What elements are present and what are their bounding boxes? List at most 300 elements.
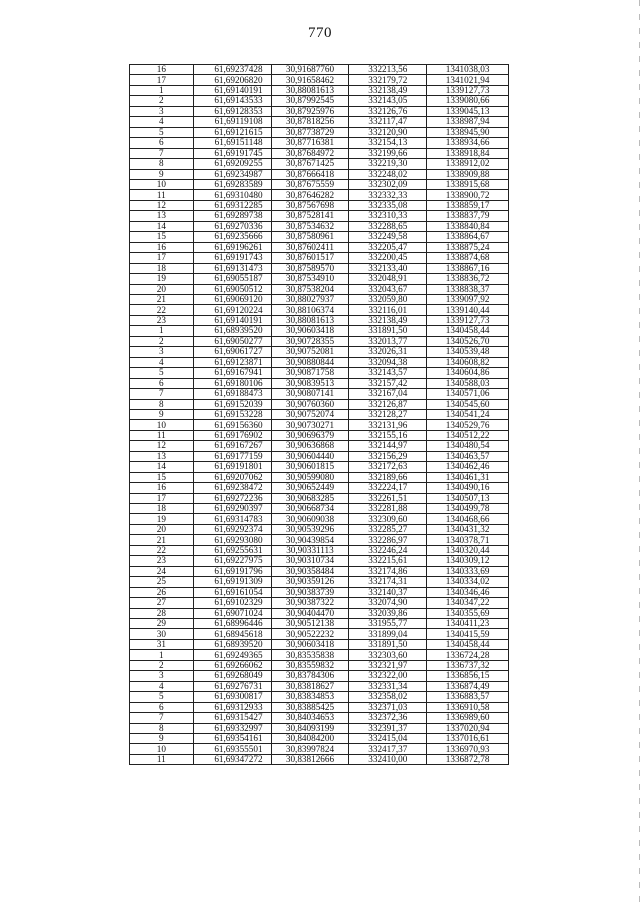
y-coordinate-cell: 1340588,03 xyxy=(427,378,509,388)
longitude-cell: 30,83784306 xyxy=(271,671,349,681)
latitude-cell: 61,69312933 xyxy=(193,702,271,712)
longitude-cell: 30,87666418 xyxy=(271,169,349,179)
point-number-cell: 19 xyxy=(130,514,194,524)
y-coordinate-cell: 1339097,92 xyxy=(427,294,509,304)
y-coordinate-cell: 1339127,73 xyxy=(427,85,509,95)
longitude-cell: 30,90871758 xyxy=(271,368,349,378)
y-coordinate-cell: 1338838,37 xyxy=(427,284,509,294)
y-coordinate-cell: 1336737,32 xyxy=(427,660,509,670)
latitude-cell: 61,69196261 xyxy=(193,242,271,252)
x-coordinate-cell: 332371,03 xyxy=(349,702,427,712)
latitude-cell: 61,69276731 xyxy=(193,681,271,691)
y-coordinate-cell: 1338918,84 xyxy=(427,148,509,158)
point-number-cell: 13 xyxy=(130,211,194,221)
y-coordinate-cell: 1338900,72 xyxy=(427,190,509,200)
y-coordinate-cell: 1340604,86 xyxy=(427,368,509,378)
y-coordinate-cell: 1337020,94 xyxy=(427,723,509,733)
y-coordinate-cell: 1336724,28 xyxy=(427,650,509,660)
longitude-cell: 30,87534632 xyxy=(271,221,349,231)
table-row xyxy=(130,159,509,169)
y-coordinate-cell: 1340415,59 xyxy=(427,629,509,639)
y-coordinate-cell: 1340512,22 xyxy=(427,430,509,440)
longitude-cell: 30,90512138 xyxy=(271,619,349,629)
y-coordinate-cell: 1336874,49 xyxy=(427,681,509,691)
point-number-cell: 20 xyxy=(130,284,194,294)
x-coordinate-cell: 332332,33 xyxy=(349,190,427,200)
x-coordinate-cell: 332199,66 xyxy=(349,148,427,158)
x-coordinate-cell: 331955,77 xyxy=(349,619,427,629)
x-coordinate-cell: 332261,51 xyxy=(349,493,427,503)
longitude-cell: 30,90601815 xyxy=(271,462,349,472)
latitude-cell: 61,69140191 xyxy=(193,85,271,95)
table-row xyxy=(130,754,509,764)
longitude-cell: 30,90603418 xyxy=(271,326,349,336)
latitude-cell: 61,69270336 xyxy=(193,221,271,231)
table-row xyxy=(130,598,509,608)
latitude-cell: 61,69310480 xyxy=(193,190,271,200)
longitude-cell: 30,90652449 xyxy=(271,483,349,493)
latitude-cell: 61,69227975 xyxy=(193,556,271,566)
point-number-cell: 8 xyxy=(130,159,194,169)
longitude-cell: 30,90760360 xyxy=(271,399,349,409)
y-coordinate-cell: 1340499,78 xyxy=(427,504,509,514)
table-row xyxy=(130,734,509,744)
table-row xyxy=(130,608,509,618)
x-coordinate-cell: 332120,90 xyxy=(349,127,427,137)
coordinates-table-body xyxy=(130,65,509,765)
y-coordinate-cell: 1340463,57 xyxy=(427,451,509,461)
y-coordinate-cell: 1338987,94 xyxy=(427,117,509,127)
x-coordinate-cell: 332143,05 xyxy=(349,96,427,106)
table-row xyxy=(130,65,509,75)
table-row xyxy=(130,535,509,545)
point-number-cell: 23 xyxy=(130,315,194,325)
table-row xyxy=(130,357,509,367)
y-coordinate-cell: 1340355,69 xyxy=(427,608,509,618)
latitude-cell: 61,69238472 xyxy=(193,483,271,493)
point-number-cell: 16 xyxy=(130,483,194,493)
table-row xyxy=(130,619,509,629)
point-number-cell: 1 xyxy=(130,85,194,95)
table-row xyxy=(130,336,509,346)
y-coordinate-cell: 1340458,44 xyxy=(427,326,509,336)
y-coordinate-cell: 1339080,66 xyxy=(427,96,509,106)
y-coordinate-cell: 1338945,90 xyxy=(427,127,509,137)
y-coordinate-cell: 1336883,57 xyxy=(427,692,509,702)
table-row xyxy=(130,660,509,670)
table-row xyxy=(130,681,509,691)
latitude-cell: 61,68996446 xyxy=(193,619,271,629)
latitude-cell: 61,69102329 xyxy=(193,598,271,608)
y-coordinate-cell: 1338874,68 xyxy=(427,253,509,263)
table-row xyxy=(130,378,509,388)
point-number-cell: 7 xyxy=(130,713,194,723)
y-coordinate-cell: 1338915,68 xyxy=(427,179,509,189)
longitude-cell: 30,87671425 xyxy=(271,159,349,169)
y-coordinate-cell: 1336910,58 xyxy=(427,702,509,712)
x-coordinate-cell: 332205,47 xyxy=(349,242,427,252)
x-coordinate-cell: 332039,86 xyxy=(349,608,427,618)
table-row xyxy=(130,253,509,263)
x-coordinate-cell: 332335,08 xyxy=(349,200,427,210)
latitude-cell: 61,69207062 xyxy=(193,472,271,482)
table-row xyxy=(130,232,509,242)
longitude-cell: 30,88027937 xyxy=(271,294,349,304)
x-coordinate-cell: 332059,80 xyxy=(349,294,427,304)
point-number-cell: 6 xyxy=(130,702,194,712)
longitude-cell: 30,90752074 xyxy=(271,409,349,419)
x-coordinate-cell: 331899,04 xyxy=(349,629,427,639)
x-coordinate-cell: 332322,00 xyxy=(349,671,427,681)
table-row xyxy=(130,96,509,106)
x-coordinate-cell: 331891,50 xyxy=(349,326,427,336)
latitude-cell: 61,69237428 xyxy=(193,65,271,75)
x-coordinate-cell: 332309,60 xyxy=(349,514,427,524)
latitude-cell: 61,69188473 xyxy=(193,389,271,399)
latitude-cell: 61,69272236 xyxy=(193,493,271,503)
latitude-cell: 61,69191745 xyxy=(193,148,271,158)
point-number-cell: 10 xyxy=(130,744,194,754)
x-coordinate-cell: 332144,97 xyxy=(349,441,427,451)
latitude-cell: 61,69119108 xyxy=(193,117,271,127)
latitude-cell: 61,69128353 xyxy=(193,106,271,116)
point-number-cell: 20 xyxy=(130,524,194,534)
x-coordinate-cell: 332285,27 xyxy=(349,524,427,534)
latitude-cell: 61,69061727 xyxy=(193,347,271,357)
y-coordinate-cell: 1340309,12 xyxy=(427,556,509,566)
table-row xyxy=(130,200,509,210)
y-coordinate-cell: 1340608,82 xyxy=(427,357,509,367)
point-number-cell: 23 xyxy=(130,556,194,566)
latitude-cell: 61,69191801 xyxy=(193,462,271,472)
latitude-cell: 61,69290397 xyxy=(193,504,271,514)
table-row xyxy=(130,138,509,148)
latitude-cell: 61,69140191 xyxy=(193,315,271,325)
latitude-cell: 61,69293080 xyxy=(193,535,271,545)
point-number-cell: 4 xyxy=(130,681,194,691)
x-coordinate-cell: 332156,29 xyxy=(349,451,427,461)
y-coordinate-cell: 1340468,66 xyxy=(427,514,509,524)
longitude-cell: 30,87567698 xyxy=(271,200,349,210)
longitude-cell: 30,90439854 xyxy=(271,535,349,545)
table-row xyxy=(130,713,509,723)
latitude-cell: 61,68939520 xyxy=(193,326,271,336)
y-coordinate-cell: 1338837,79 xyxy=(427,211,509,221)
y-coordinate-cell: 1340545,60 xyxy=(427,399,509,409)
point-number-cell: 17 xyxy=(130,75,194,85)
table-row xyxy=(130,75,509,85)
point-number-cell: 4 xyxy=(130,117,194,127)
point-number-cell: 2 xyxy=(130,96,194,106)
latitude-cell: 61,69347272 xyxy=(193,754,271,764)
point-number-cell: 10 xyxy=(130,420,194,430)
latitude-cell: 61,69209255 xyxy=(193,159,271,169)
longitude-cell: 30,83997824 xyxy=(271,744,349,754)
y-coordinate-cell: 1338867,16 xyxy=(427,263,509,273)
longitude-cell: 30,87992545 xyxy=(271,96,349,106)
point-number-cell: 26 xyxy=(130,587,194,597)
latitude-cell: 61,69191743 xyxy=(193,253,271,263)
y-coordinate-cell: 1340346,46 xyxy=(427,587,509,597)
point-number-cell: 24 xyxy=(130,566,194,576)
table-row xyxy=(130,650,509,660)
y-coordinate-cell: 1340431,32 xyxy=(427,524,509,534)
point-number-cell: 9 xyxy=(130,409,194,419)
y-coordinate-cell: 1338836,72 xyxy=(427,274,509,284)
y-coordinate-cell: 1340334,02 xyxy=(427,577,509,587)
point-number-cell: 4 xyxy=(130,357,194,367)
y-coordinate-cell: 1340333,69 xyxy=(427,566,509,576)
longitude-cell: 30,87528141 xyxy=(271,211,349,221)
point-number-cell: 31 xyxy=(130,639,194,649)
x-coordinate-cell: 332410,00 xyxy=(349,754,427,764)
x-coordinate-cell: 332138,49 xyxy=(349,315,427,325)
table-row xyxy=(130,169,509,179)
latitude-cell: 61,69131473 xyxy=(193,263,271,273)
point-number-cell: 7 xyxy=(130,148,194,158)
y-coordinate-cell: 1340458,44 xyxy=(427,639,509,649)
longitude-cell: 30,90728355 xyxy=(271,336,349,346)
table-row xyxy=(130,284,509,294)
longitude-cell: 30,90310734 xyxy=(271,556,349,566)
y-coordinate-cell: 1341021,94 xyxy=(427,75,509,85)
latitude-cell: 61,69071024 xyxy=(193,608,271,618)
point-number-cell: 21 xyxy=(130,535,194,545)
longitude-cell: 30,90522232 xyxy=(271,629,349,639)
longitude-cell: 30,83818627 xyxy=(271,681,349,691)
x-coordinate-cell: 332167,04 xyxy=(349,389,427,399)
x-coordinate-cell: 332155,16 xyxy=(349,430,427,440)
table-row xyxy=(130,221,509,231)
latitude-cell: 61,69332997 xyxy=(193,723,271,733)
table-row xyxy=(130,294,509,304)
table-row xyxy=(130,117,509,127)
x-coordinate-cell: 332094,38 xyxy=(349,357,427,367)
x-coordinate-cell: 332321,97 xyxy=(349,660,427,670)
latitude-cell: 61,69292374 xyxy=(193,524,271,534)
x-coordinate-cell: 332200,45 xyxy=(349,253,427,263)
x-coordinate-cell: 332249,58 xyxy=(349,232,427,242)
point-number-cell: 6 xyxy=(130,378,194,388)
x-coordinate-cell: 332131,96 xyxy=(349,420,427,430)
table-row xyxy=(130,190,509,200)
table-row xyxy=(130,441,509,451)
x-coordinate-cell: 332179,72 xyxy=(349,75,427,85)
table-row xyxy=(130,315,509,325)
x-coordinate-cell: 332219,30 xyxy=(349,159,427,169)
point-number-cell: 14 xyxy=(130,462,194,472)
longitude-cell: 30,91687760 xyxy=(271,65,349,75)
point-number-cell: 18 xyxy=(130,263,194,273)
x-coordinate-cell: 332174,31 xyxy=(349,577,427,587)
longitude-cell: 30,90839513 xyxy=(271,378,349,388)
y-coordinate-cell: 1336970,93 xyxy=(427,744,509,754)
latitude-cell: 61,69249365 xyxy=(193,650,271,660)
y-coordinate-cell: 1336872,78 xyxy=(427,754,509,764)
y-coordinate-cell: 1339127,73 xyxy=(427,315,509,325)
latitude-cell: 61,69161054 xyxy=(193,587,271,597)
point-number-cell: 17 xyxy=(130,253,194,263)
longitude-cell: 30,90730271 xyxy=(271,420,349,430)
point-number-cell: 14 xyxy=(130,221,194,231)
latitude-cell: 61,68939520 xyxy=(193,639,271,649)
longitude-cell: 30,90358484 xyxy=(271,566,349,576)
latitude-cell: 61,69177159 xyxy=(193,451,271,461)
latitude-cell: 61,69300817 xyxy=(193,692,271,702)
y-coordinate-cell: 1338909,88 xyxy=(427,169,509,179)
x-coordinate-cell: 332213,56 xyxy=(349,65,427,75)
point-number-cell: 22 xyxy=(130,545,194,555)
x-coordinate-cell: 332224,17 xyxy=(349,483,427,493)
table-row xyxy=(130,430,509,440)
x-coordinate-cell: 332128,27 xyxy=(349,409,427,419)
longitude-cell: 30,90383739 xyxy=(271,587,349,597)
x-coordinate-cell: 332391,37 xyxy=(349,723,427,733)
latitude-cell: 61,69180106 xyxy=(193,378,271,388)
y-coordinate-cell: 1340507,13 xyxy=(427,493,509,503)
point-number-cell: 19 xyxy=(130,274,194,284)
latitude-cell: 61,69206820 xyxy=(193,75,271,85)
point-number-cell: 6 xyxy=(130,138,194,148)
longitude-cell: 30,84034653 xyxy=(271,713,349,723)
latitude-cell: 61,69121615 xyxy=(193,127,271,137)
point-number-cell: 8 xyxy=(130,723,194,733)
point-number-cell: 9 xyxy=(130,734,194,744)
longitude-cell: 30,84084200 xyxy=(271,734,349,744)
table-row xyxy=(130,274,509,284)
latitude-cell: 61,69314783 xyxy=(193,514,271,524)
y-coordinate-cell: 1340411,23 xyxy=(427,619,509,629)
table-row xyxy=(130,106,509,116)
y-coordinate-cell: 1340571,06 xyxy=(427,389,509,399)
table-row xyxy=(130,242,509,252)
point-number-cell: 10 xyxy=(130,179,194,189)
x-coordinate-cell: 332143,57 xyxy=(349,368,427,378)
longitude-cell: 30,91658462 xyxy=(271,75,349,85)
x-coordinate-cell: 332126,87 xyxy=(349,399,427,409)
x-coordinate-cell: 332043,67 xyxy=(349,284,427,294)
x-coordinate-cell: 332303,60 xyxy=(349,650,427,660)
y-coordinate-cell: 1338864,67 xyxy=(427,232,509,242)
point-number-cell: 8 xyxy=(130,399,194,409)
point-number-cell: 16 xyxy=(130,65,194,75)
point-number-cell: 3 xyxy=(130,106,194,116)
longitude-cell: 30,87580961 xyxy=(271,232,349,242)
table-row xyxy=(130,389,509,399)
latitude-cell: 61,69152039 xyxy=(193,399,271,409)
table-row xyxy=(130,514,509,524)
point-number-cell: 12 xyxy=(130,200,194,210)
latitude-cell: 61,69151148 xyxy=(193,138,271,148)
table-row xyxy=(130,483,509,493)
y-coordinate-cell: 1338875,24 xyxy=(427,242,509,252)
point-number-cell: 11 xyxy=(130,430,194,440)
longitude-cell: 30,90604440 xyxy=(271,451,349,461)
latitude-cell: 61,69191796 xyxy=(193,566,271,576)
y-coordinate-cell: 1339045,13 xyxy=(427,106,509,116)
table-row xyxy=(130,493,509,503)
table-row xyxy=(130,692,509,702)
latitude-cell: 61,69153228 xyxy=(193,409,271,419)
table-row xyxy=(130,127,509,137)
point-number-cell: 3 xyxy=(130,671,194,681)
x-coordinate-cell: 332133,40 xyxy=(349,263,427,273)
table-row xyxy=(130,347,509,357)
table-row xyxy=(130,472,509,482)
longitude-cell: 30,90752081 xyxy=(271,347,349,357)
longitude-cell: 30,90359126 xyxy=(271,577,349,587)
x-coordinate-cell: 332302,09 xyxy=(349,179,427,189)
x-coordinate-cell: 331891,50 xyxy=(349,639,427,649)
y-coordinate-cell: 1338912,02 xyxy=(427,159,509,169)
latitude-cell: 61,69143533 xyxy=(193,96,271,106)
point-number-cell: 2 xyxy=(130,336,194,346)
longitude-cell: 30,87684972 xyxy=(271,148,349,158)
point-number-cell: 3 xyxy=(130,347,194,357)
x-coordinate-cell: 332013,77 xyxy=(349,336,427,346)
latitude-cell: 61,69355501 xyxy=(193,744,271,754)
latitude-cell: 61,69055187 xyxy=(193,274,271,284)
longitude-cell: 30,87538204 xyxy=(271,284,349,294)
longitude-cell: 30,90404470 xyxy=(271,608,349,618)
point-number-cell: 15 xyxy=(130,472,194,482)
table-row xyxy=(130,462,509,472)
table-row xyxy=(130,556,509,566)
longitude-cell: 30,88081613 xyxy=(271,85,349,95)
latitude-cell: 61,69156360 xyxy=(193,420,271,430)
longitude-cell: 30,87602411 xyxy=(271,242,349,252)
x-coordinate-cell: 332026,31 xyxy=(349,347,427,357)
longitude-cell: 30,90807141 xyxy=(271,389,349,399)
longitude-cell: 30,90603418 xyxy=(271,639,349,649)
point-number-cell: 18 xyxy=(130,504,194,514)
y-coordinate-cell: 1338840,84 xyxy=(427,221,509,231)
latitude-cell: 61,68945618 xyxy=(193,629,271,639)
longitude-cell: 30,90599080 xyxy=(271,472,349,482)
longitude-cell: 30,90331113 xyxy=(271,545,349,555)
latitude-cell: 61,69312285 xyxy=(193,200,271,210)
longitude-cell: 30,83559832 xyxy=(271,660,349,670)
y-coordinate-cell: 1338859,17 xyxy=(427,200,509,210)
latitude-cell: 61,69167267 xyxy=(193,441,271,451)
point-number-cell: 22 xyxy=(130,305,194,315)
y-coordinate-cell: 1339140,44 xyxy=(427,305,509,315)
longitude-cell: 30,90539296 xyxy=(271,524,349,534)
y-coordinate-cell: 1340462,46 xyxy=(427,462,509,472)
latitude-cell: 61,69069120 xyxy=(193,294,271,304)
x-coordinate-cell: 332140,37 xyxy=(349,587,427,597)
y-coordinate-cell: 1340529,76 xyxy=(427,420,509,430)
table-row xyxy=(130,420,509,430)
table-row xyxy=(130,629,509,639)
table-row xyxy=(130,671,509,681)
latitude-cell: 61,69289738 xyxy=(193,211,271,221)
longitude-cell: 30,83885425 xyxy=(271,702,349,712)
table-row xyxy=(130,702,509,712)
longitude-cell: 30,83535838 xyxy=(271,650,349,660)
y-coordinate-cell: 1340480,54 xyxy=(427,441,509,451)
latitude-cell: 61,69191309 xyxy=(193,577,271,587)
x-coordinate-cell: 332417,37 xyxy=(349,744,427,754)
longitude-cell: 30,87818256 xyxy=(271,117,349,127)
point-number-cell: 13 xyxy=(130,451,194,461)
y-coordinate-cell: 1340320,44 xyxy=(427,545,509,555)
longitude-cell: 30,83834853 xyxy=(271,692,349,702)
longitude-cell: 30,87601517 xyxy=(271,253,349,263)
longitude-cell: 30,88106374 xyxy=(271,305,349,315)
longitude-cell: 30,90636868 xyxy=(271,441,349,451)
longitude-cell: 30,90387322 xyxy=(271,598,349,608)
